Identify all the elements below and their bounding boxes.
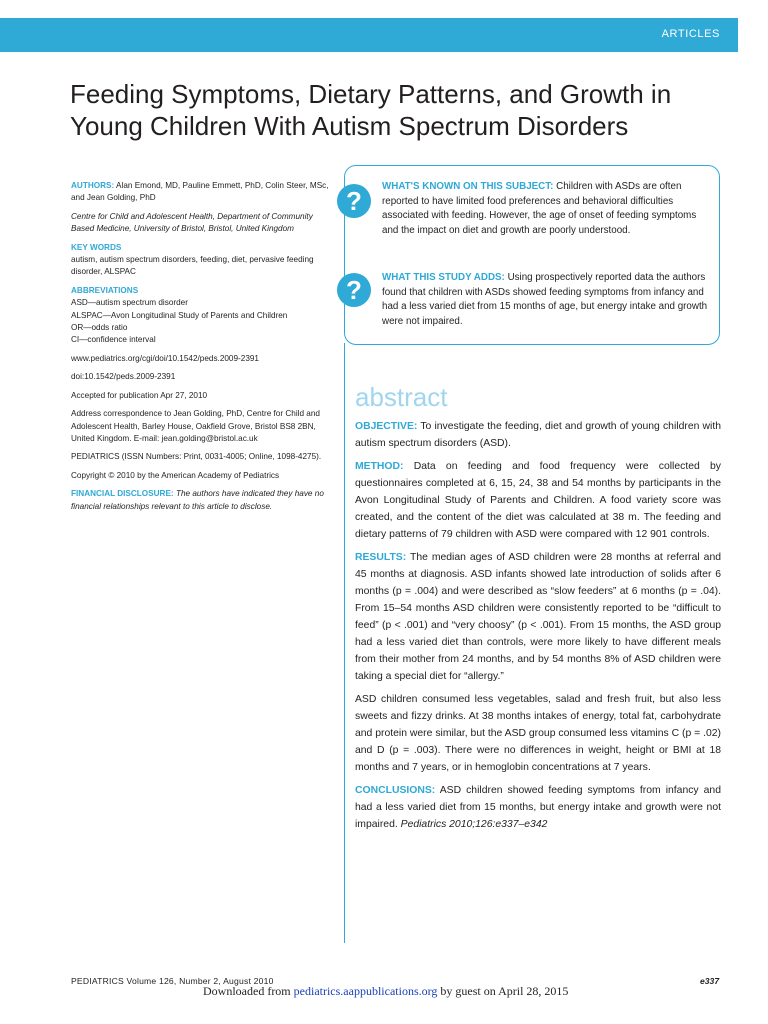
issn-line: PEDIATRICS (ISSN Numbers: Print, 0031-4005; Online, 1098-4275). bbox=[71, 452, 322, 462]
keywords-list: autism, autism spectrum disorders, feeding, diet, pervasive feeding disorder, ALSPAC bbox=[71, 255, 314, 277]
abstract-objective bbox=[355, 418, 721, 452]
article-url[interactable]: www.pediatrics.org/cgi/doi/10.1542/peds.2009-2391 bbox=[71, 353, 259, 363]
results-label: RESULTS: bbox=[355, 552, 407, 563]
financial-disclosure bbox=[71, 488, 329, 513]
whats-known-block bbox=[382, 180, 712, 238]
copyright-line: Copyright © 2010 by the American Academy of Pediatrics bbox=[71, 470, 280, 480]
correspondence: Address correspondence to Jean Golding, PhD, Centre for Child and Adolescent Health, Barley House, Oakfield Grove, Bristol BS8 2BN, United Kingdom. E-mail: jean.golding@bristol.ac.uk bbox=[71, 409, 320, 443]
abstract-results-continued: ASD children consumed less vegetables, salad and fresh fruit, but also less sweets and fizzy drinks. At 38 months intakes of energy, total fat, carbohydrate and protein were similar, but the ASD group consumed less vitamins C (p = .02) and D (p = .003). There were no differences in weight, height or BMI at 18 months and 7 years, or in hemoglobin concentrations at 7 years. bbox=[355, 694, 721, 773]
journal-footer: PEDIATRICS Volume 126, Number 2, August 2010 bbox=[71, 976, 274, 986]
objective-label: OBJECTIVE: bbox=[355, 421, 418, 432]
download-suffix: by guest on April 28, 2015 bbox=[440, 984, 569, 998]
column-divider bbox=[344, 343, 345, 943]
download-link[interactable]: pediatrics.aappublications.org bbox=[293, 984, 438, 998]
abstract-method bbox=[355, 458, 721, 543]
abbreviations-label: ABBREVIATIONS bbox=[71, 285, 139, 295]
download-prefix: Downloaded from bbox=[203, 984, 291, 998]
whats-known-label: WHAT'S KNOWN ON THIS SUBJECT: bbox=[382, 181, 554, 192]
abstract-results bbox=[355, 549, 721, 685]
objective-text: To investigate the feeding, diet and growth of young children with autism spectrum disorders (ASD). bbox=[355, 421, 721, 449]
abstract-heading: abstract bbox=[355, 382, 448, 412]
disclosure-label: FINANCIAL DISCLOSURE: bbox=[71, 489, 174, 499]
article-title: Feeding Symptoms, Dietary Patterns, and Growth in Young Children With Autism Spectrum Disorders bbox=[70, 79, 672, 141]
keywords-block bbox=[71, 242, 329, 279]
what-study-adds-label: WHAT THIS STUDY ADDS: bbox=[382, 272, 505, 283]
authors-block bbox=[71, 180, 329, 205]
abbreviations-block bbox=[71, 285, 329, 347]
abbreviation-item: ALSPAC—Avon Longitudinal Study of Parents and Children bbox=[71, 310, 288, 320]
keywords-label: KEY WORDS bbox=[71, 242, 122, 252]
method-label: METHOD: bbox=[355, 461, 404, 472]
question-mark-icon: ? bbox=[337, 273, 371, 307]
citation: Pediatrics 2010;126:e337–e342 bbox=[400, 819, 548, 830]
accepted-date: Accepted for publication Apr 27, 2010 bbox=[71, 390, 208, 400]
question-mark-icon: ? bbox=[337, 184, 371, 218]
conclusions-label: CONCLUSIONS: bbox=[355, 785, 436, 796]
conclusions-text: ASD children showed feeding symptoms from infancy and had a less varied diet from 15 months, but energy intake and growth were not impaired. bbox=[355, 785, 721, 830]
method-text: Data on feeding and food frequency were collected by questionnaires completed at 6, 15, 24, 38 and 54 months by participants in the Avon Longitudinal Study of Parents and Children. A food variety score was created, and the content of the diet was calculated at 38 m. The feeding and dietary patterns of 79 children with ASD were compared with 12 901 controls. bbox=[355, 461, 721, 540]
abbreviation-item: ASD—autism spectrum disorder bbox=[71, 298, 188, 308]
abstract-conclusions bbox=[355, 782, 721, 833]
abstract-body bbox=[355, 418, 721, 839]
page-number: e337 bbox=[700, 976, 720, 986]
article-doi: doi:10.1542/peds.2009-2391 bbox=[71, 372, 176, 382]
download-notice bbox=[203, 984, 568, 999]
results-text: The median ages of ASD children were 28 months at referral and 45 months at diagnosis. ASD infants showed late introduction of solids after 6 months (p = .004) and were described as “slow feeders” at 6 months (p = .04). From 15–54 months ASD children were consistently reported to be “difficult to feed” (p < .001) and “very choosy” (p < .001). From 15 months, the ASD group had a less varied diet than controls, were more likely to have different meals from their mother from 24 months, and by 54 months 8% of ASD children were taking a special diet for “allergy.” bbox=[355, 552, 721, 682]
section-banner bbox=[0, 18, 738, 52]
abbreviation-item: CI—confidence interval bbox=[71, 335, 156, 345]
authors-label: AUTHORS: bbox=[71, 181, 115, 190]
article-metadata-sidebar bbox=[71, 180, 329, 519]
what-study-adds-block bbox=[382, 271, 712, 329]
whats-known-text: Children with ASDs are often reported to have limited food preferences and behavioral difficulties associated with feeding. However, the age of onset of feeding symptoms and the impact on diet and growth are poorly understood. bbox=[382, 181, 697, 236]
abbreviation-item: OR—odds ratio bbox=[71, 323, 128, 333]
what-study-adds-text: Using prospectively reported data the authors found that children with ASDs showed feeding symptoms from infancy and had a less varied diet from 15 months of age, but energy intake and growth were not impaired. bbox=[382, 272, 708, 327]
authors-list: Alan Emond, MD, Pauline Emmett, PhD, Colin Steer, MSc, and Jean Golding, PhD bbox=[71, 181, 329, 203]
affiliation: Centre for Child and Adolescent Health, Department of Community Based Medicine, University of Bristol, Bristol, United Kingdom bbox=[71, 211, 313, 234]
disclosure-text: The authors have indicated they have no financial relationships relevant to this article to disclose. bbox=[71, 489, 324, 511]
section-label: ARTICLES bbox=[661, 28, 720, 40]
